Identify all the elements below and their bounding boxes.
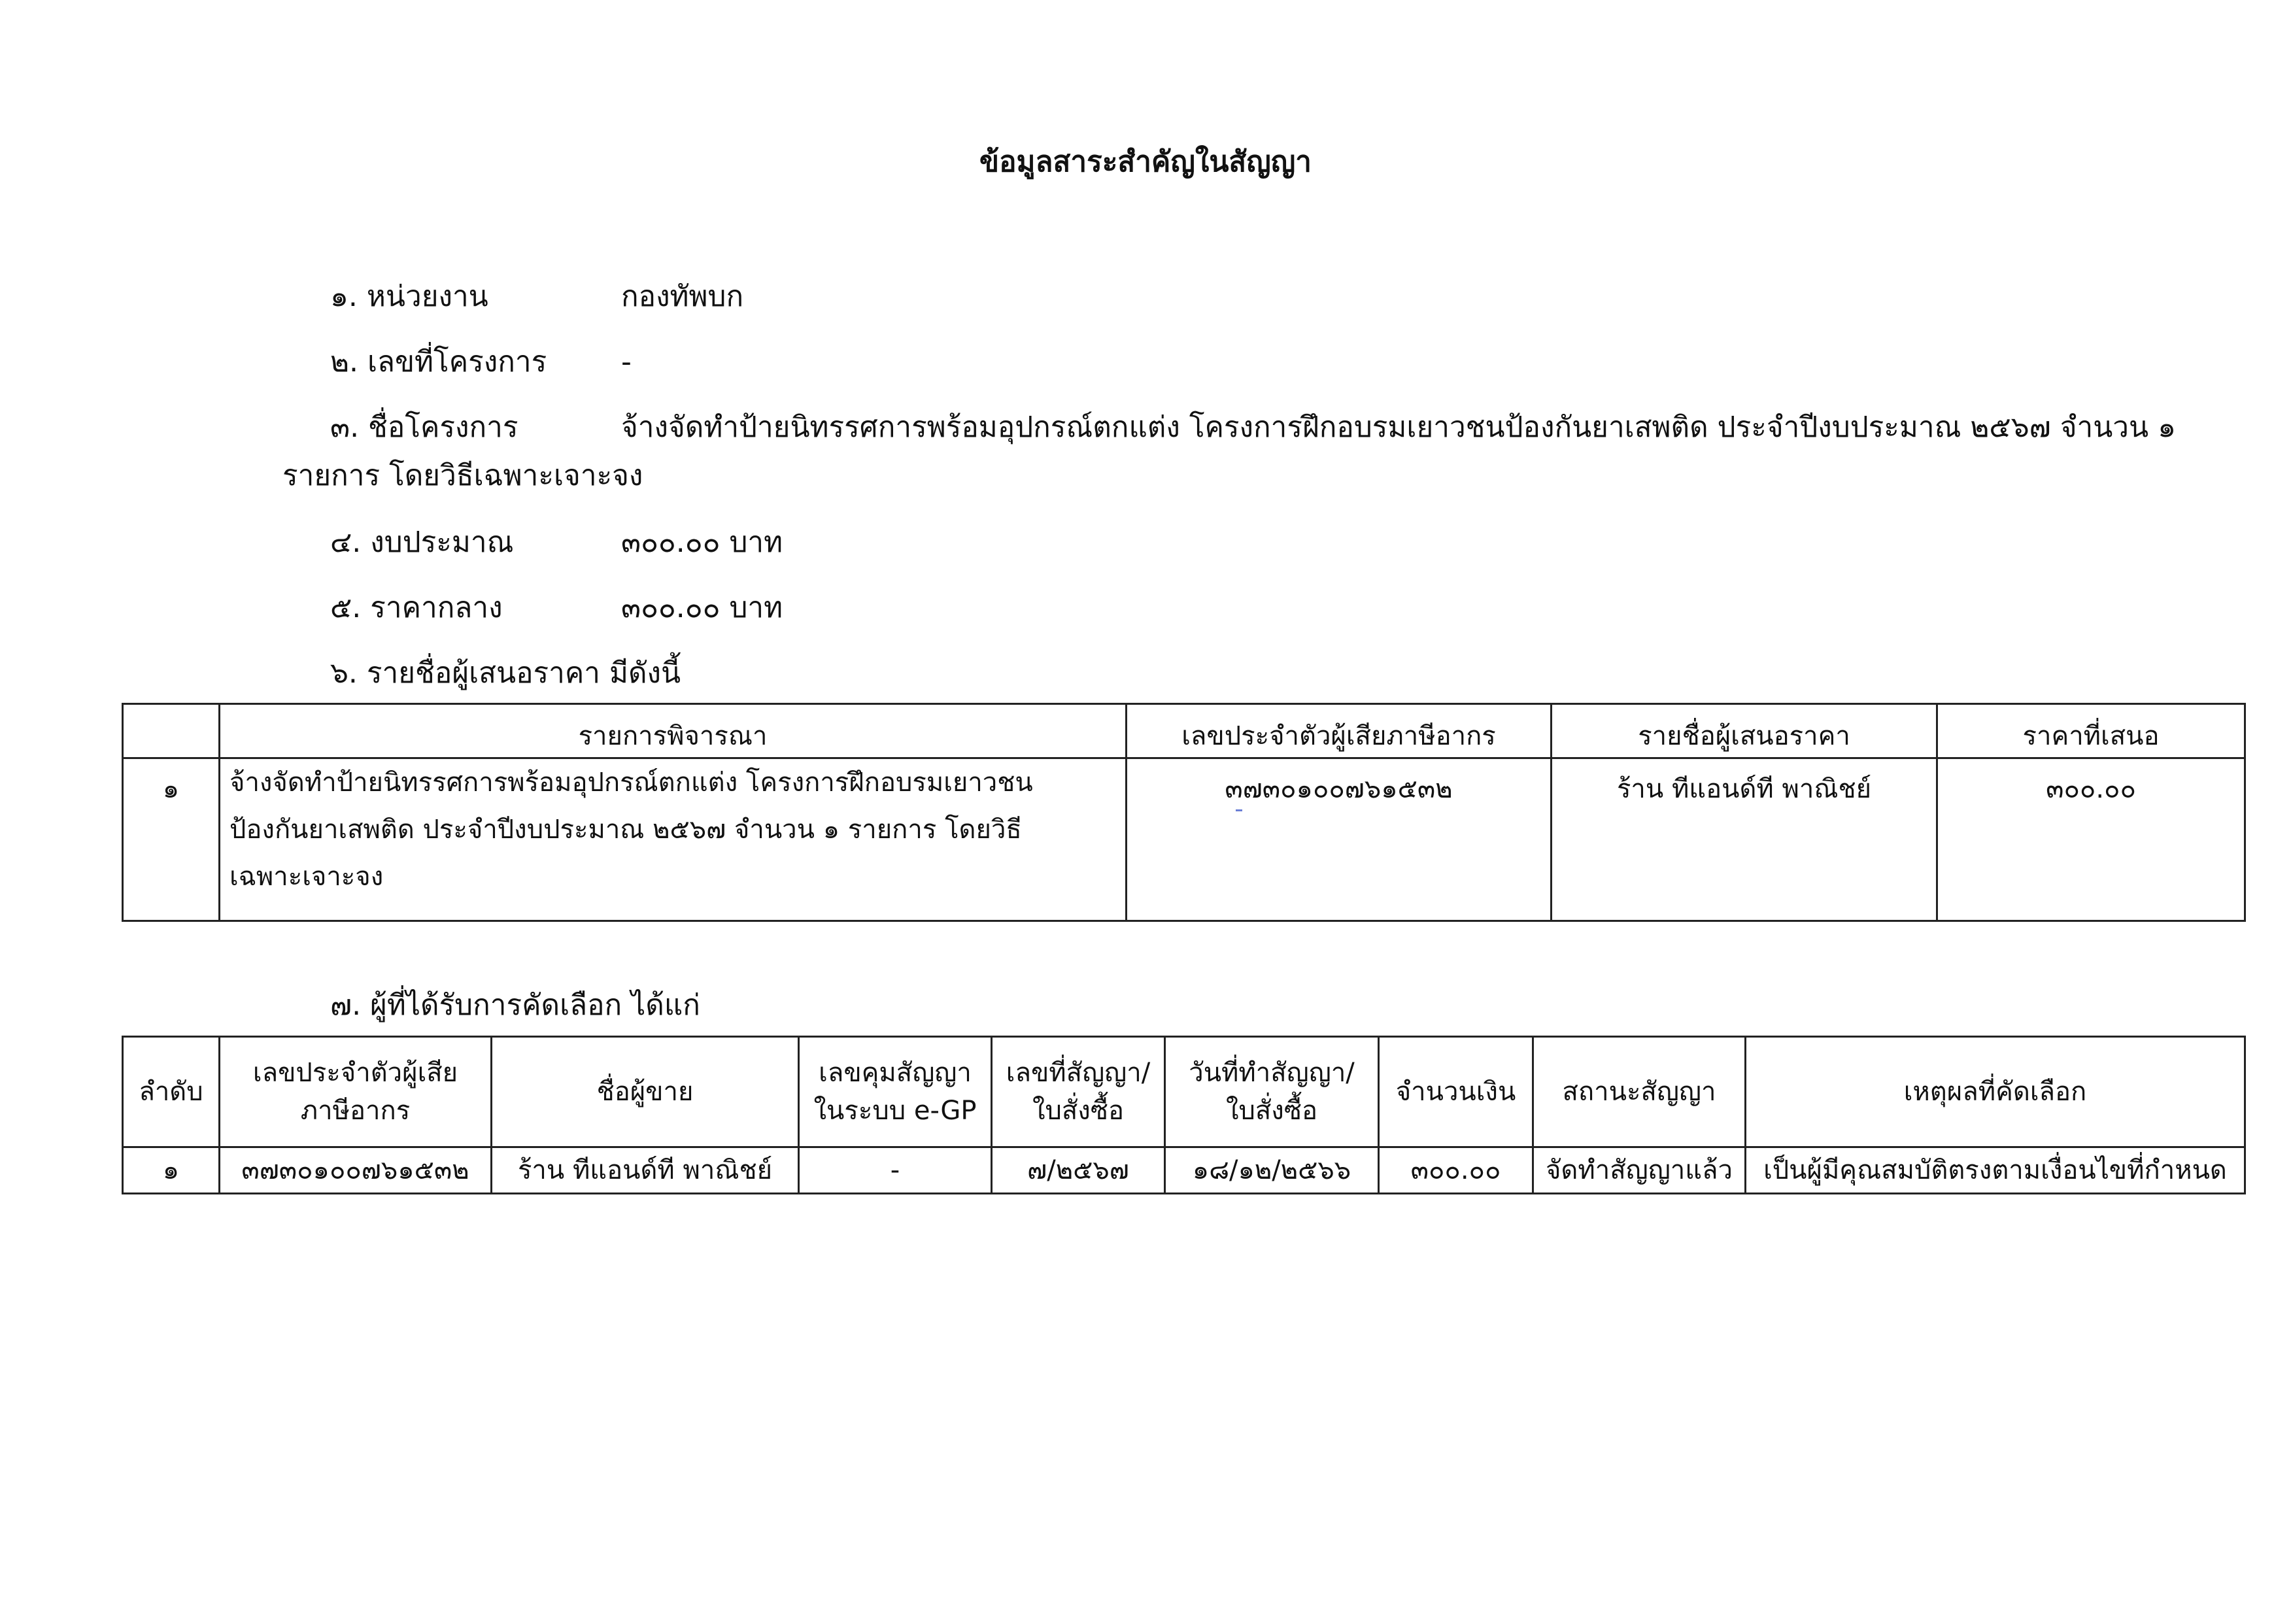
header-amount xyxy=(1379,1037,1533,1147)
header-tax-id: เลขประจำตัวผู้เสียภาษีอากร xyxy=(1127,704,1552,758)
field-median-price xyxy=(330,588,783,628)
header-line: เลขที่สัญญา/ xyxy=(1006,1058,1151,1088)
field-project-number xyxy=(330,343,632,382)
field-value: ๓๐๐.๐๐ บาท xyxy=(621,526,783,559)
field-agency xyxy=(330,277,743,316)
header-egp-no xyxy=(799,1037,992,1147)
cell-item-line: ป้องกันยาเสพติด ประจำปีงบประมาณ ๒๕๖๗ จำนวน ๑ รายการ โดยวิธี xyxy=(229,815,1022,845)
field-project-name-continuation: รายการ โดยวิธีเฉพาะเจาะจง xyxy=(282,459,643,492)
cell-no: ๑ xyxy=(123,758,220,921)
cell-item-line: เฉพาะเจาะจง xyxy=(229,862,384,892)
bidders-table xyxy=(122,703,2246,922)
table-row xyxy=(123,758,2245,921)
header-no xyxy=(123,704,220,758)
field-label: ๔. งบประมาณ xyxy=(330,526,514,559)
header-status xyxy=(1533,1037,1746,1147)
cell-seller: ร้าน ทีแอนด์ที พาณิชย์ xyxy=(492,1147,799,1194)
table-header-row xyxy=(123,704,2245,758)
cell-amount: ๓๐๐.๐๐ xyxy=(1379,1147,1533,1194)
cell-item xyxy=(220,758,1127,921)
header-line: ใบสั่งซื้อ xyxy=(1225,1096,1318,1126)
header-line: ภาษีอากร xyxy=(300,1096,411,1126)
header-line: เหตุผลที่คัดเลือก xyxy=(1903,1077,2087,1107)
header-reason xyxy=(1746,1037,2245,1147)
cell-no: ๑ xyxy=(123,1147,220,1194)
cell-status: จัดทำสัญญาแล้ว xyxy=(1533,1147,1746,1194)
header-contract-date xyxy=(1165,1037,1379,1147)
cell-contract-date: ๑๘/๑๒/๒๕๖๖ xyxy=(1165,1147,1379,1194)
field-label: ๒. เลขที่โครงการ xyxy=(330,345,547,379)
cell-bidder: ร้าน ทีแอนด์ที พาณิชย์ xyxy=(1552,758,1937,921)
field-budget xyxy=(330,523,783,562)
winners-table xyxy=(122,1036,2246,1194)
cell-reason: เป็นผู้มีคุณสมบัติตรงตามเงื่อนไขที่กำหนด xyxy=(1746,1147,2245,1194)
header-line: เลขคุมสัญญา xyxy=(819,1058,972,1088)
field-label: ๕. ราคากลาง xyxy=(330,591,503,624)
cell-contract-no: ๗/๒๕๖๗ xyxy=(992,1147,1165,1194)
header-line: ใบสั่งซื้อ xyxy=(1032,1096,1125,1126)
header-bidder: รายชื่อผู้เสนอราคา xyxy=(1552,704,1937,758)
page-title: ข้อมูลสาระสำคัญในสัญญา xyxy=(979,145,1312,178)
header-no xyxy=(123,1037,220,1147)
cell-price: ๓๐๐.๐๐ xyxy=(1937,758,2245,921)
header-line: สถานะสัญญา xyxy=(1562,1077,1716,1107)
field-value: - xyxy=(621,345,632,379)
header-contract-no xyxy=(992,1037,1165,1147)
header-price: ราคาที่เสนอ xyxy=(1937,704,2245,758)
table-row xyxy=(123,1147,2245,1194)
header-line: วันที่ทำสัญญา/ xyxy=(1189,1058,1355,1088)
cell-item-line: จ้างจัดทำป้ายนิทรรศการพร้อมอุปกรณ์ตกแต่ง โครงการฝึกอบรมเยาวชน xyxy=(229,768,1033,798)
field-project-name xyxy=(330,408,2176,447)
field-label: ๓. ชื่อโครงการ xyxy=(330,411,518,444)
cell-egp-no: - xyxy=(799,1147,992,1194)
winners-heading: ๗. ผู้ที่ได้รับการคัดเลือก ได้แก่ xyxy=(330,989,700,1022)
header-line: ในระบบ e-GP xyxy=(813,1096,977,1126)
header-seller xyxy=(492,1037,799,1147)
field-value: จ้างจัดทำป้ายนิทรรศการพร้อมอุปกรณ์ตกแต่ง โครงการฝึกอบรมเยาวชนป้องกันยาเสพติด ประจำปีงบประมาณ ๒๕๖๗ จำนวน ๑ xyxy=(621,411,2176,444)
bidders-heading: ๖. รายชื่อผู้เสนอราคา มีดังนี้ xyxy=(330,656,681,690)
ink-mark xyxy=(1236,809,1242,811)
header-item: รายการพิจารณา xyxy=(220,704,1127,758)
field-value: กองทัพบก xyxy=(621,280,744,313)
header-tax-id xyxy=(220,1037,492,1147)
cell-tax-id: ๓๗๓๐๑๐๐๗๖๑๕๓๒ xyxy=(220,1147,492,1194)
header-line: จำนวนเงิน xyxy=(1395,1077,1516,1107)
cell-tax-id: ๓๗๓๐๑๐๐๗๖๑๕๓๒ xyxy=(1127,758,1552,921)
header-line: ชื่อผู้ขาย xyxy=(596,1077,694,1107)
header-line: เลขประจำตัวผู้เสีย xyxy=(252,1058,458,1088)
table-header-row xyxy=(123,1037,2245,1147)
field-value: ๓๐๐.๐๐ บาท xyxy=(621,591,783,624)
header-line: ลำดับ xyxy=(139,1077,203,1107)
field-label: ๑. หน่วยงาน xyxy=(330,280,488,313)
